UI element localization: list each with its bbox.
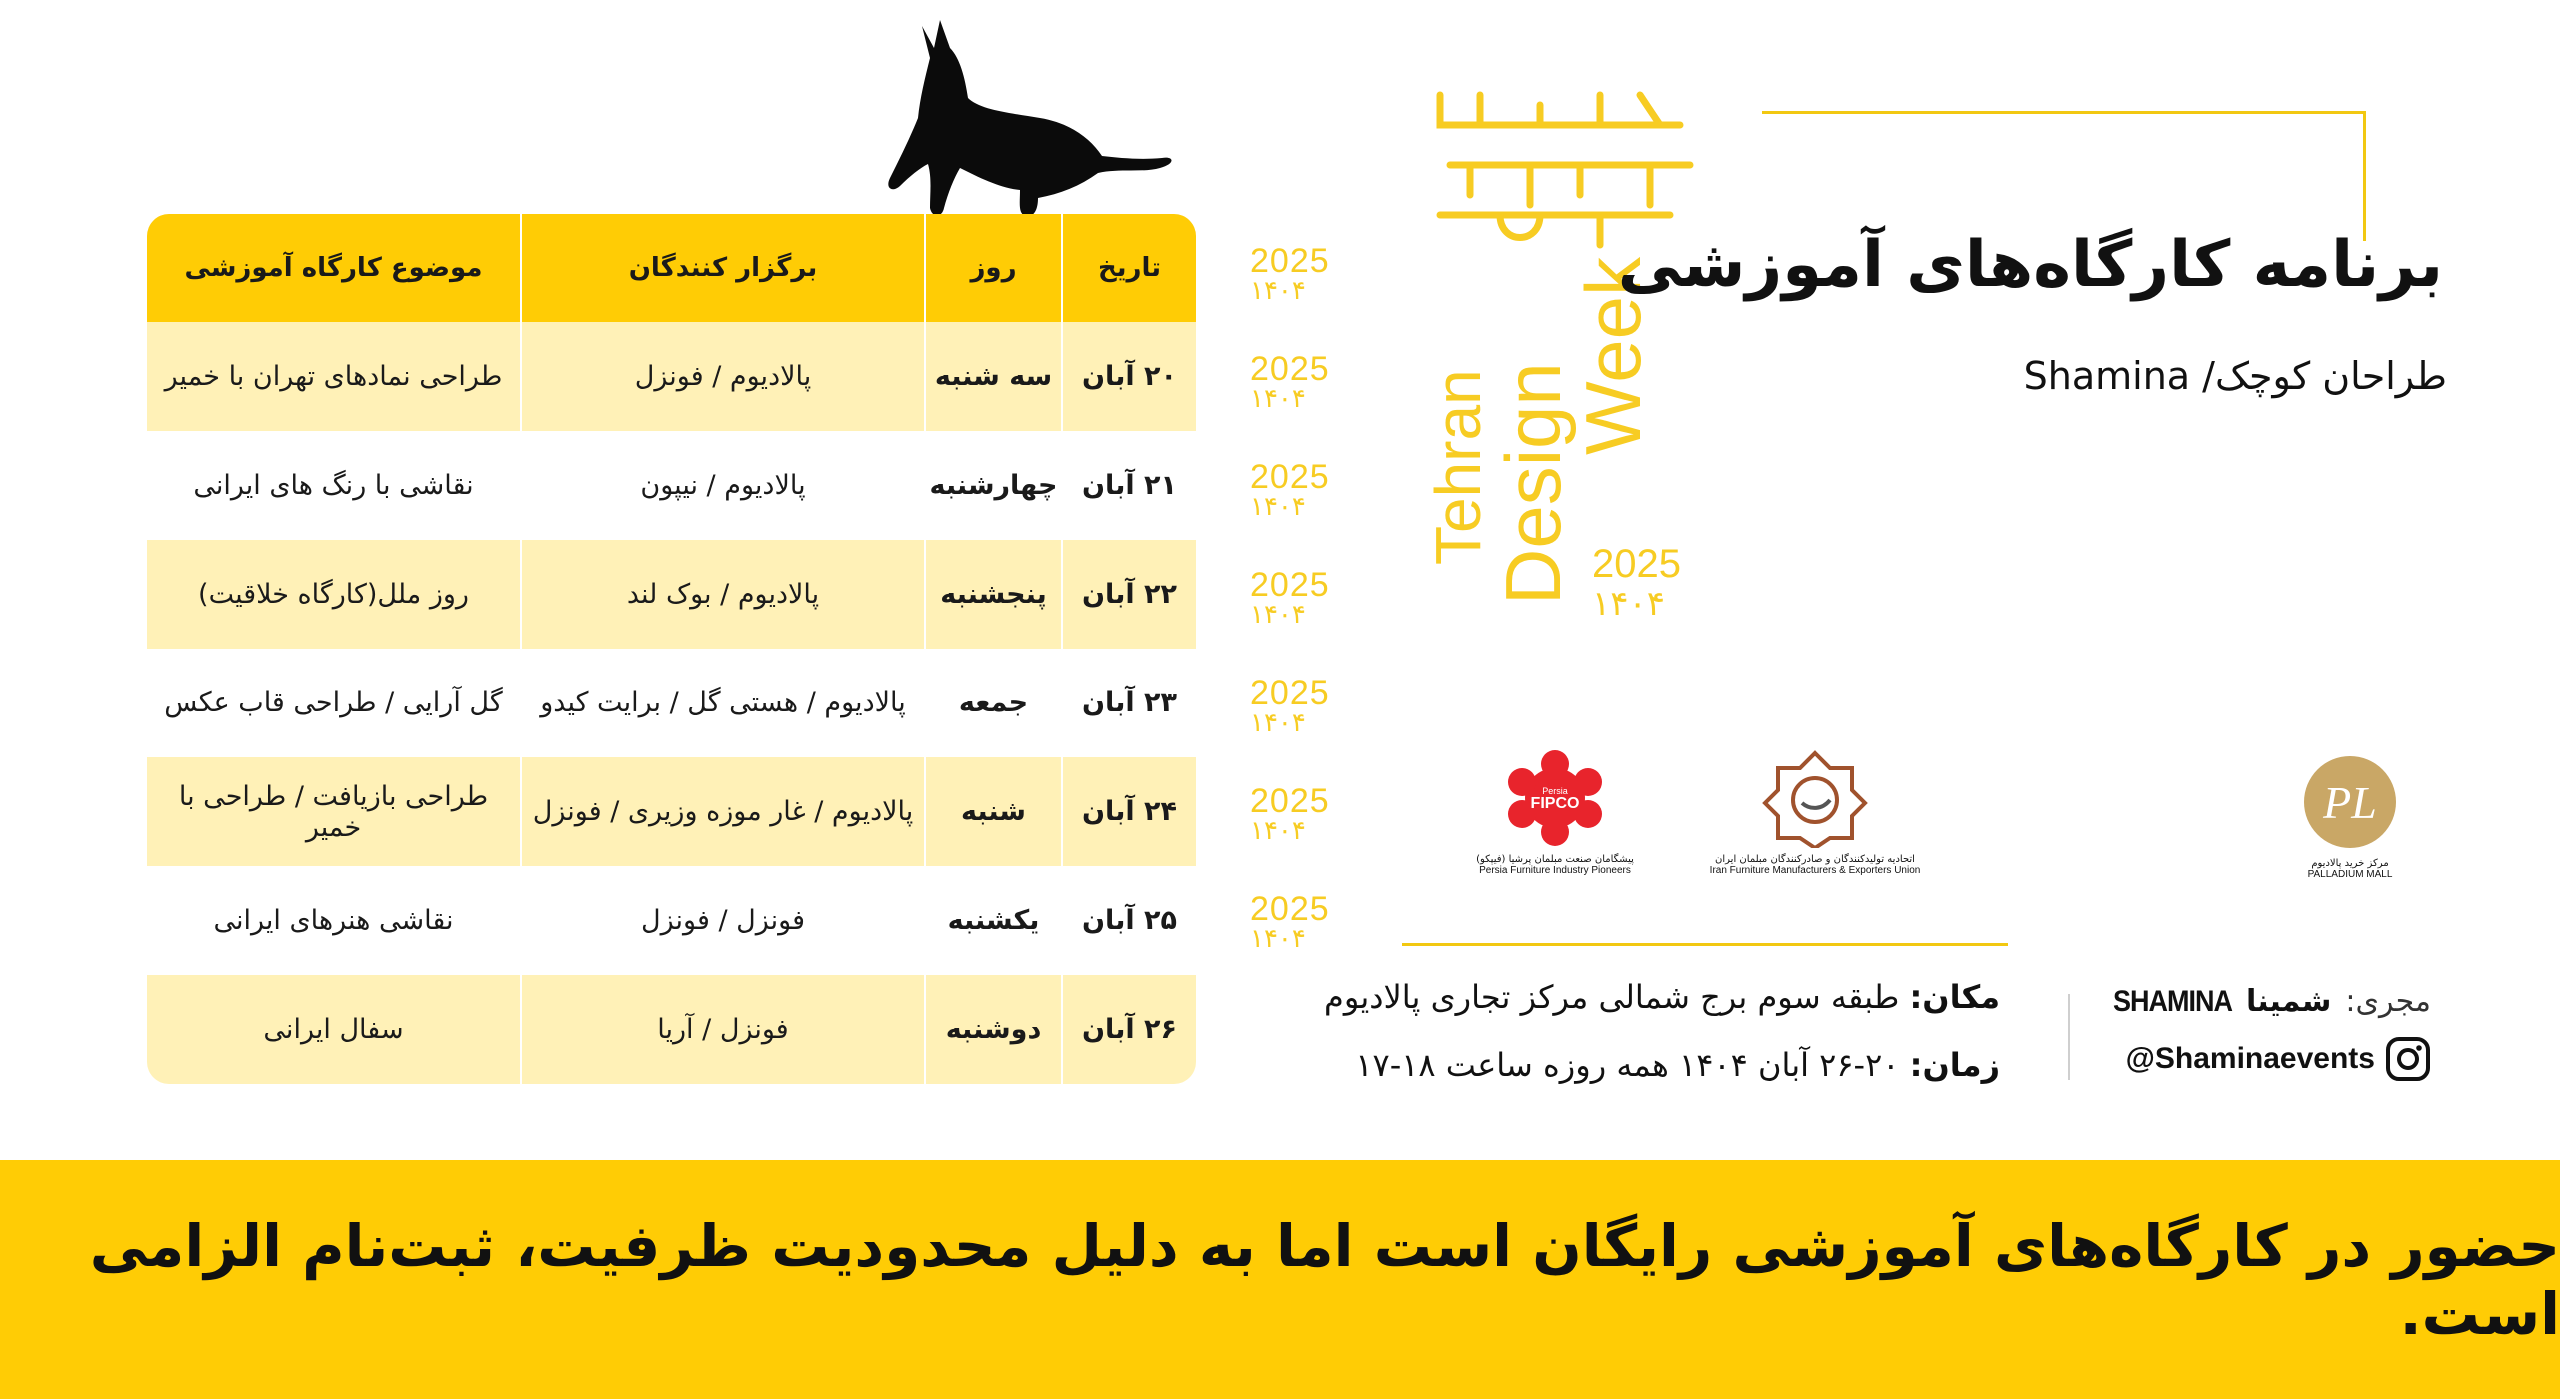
union-name-fa: اتحادیه تولیدکنندگان و صادرکنندگان مبلمان ایران xyxy=(1715,854,1915,865)
stamp-persian-year: ۱۴۰۴ xyxy=(1250,275,1306,305)
column-header-day: روز xyxy=(925,214,1062,322)
instagram-icon[interactable] xyxy=(2385,1036,2431,1082)
cell-date: ۲۳ آبان xyxy=(1062,649,1196,758)
stamp-year: 2025 xyxy=(1250,890,1330,928)
cell-organizers: پالادیوم / نیپون xyxy=(521,431,925,540)
info-vertical-divider xyxy=(2068,994,2070,1080)
stamp-persian-year: ۱۴۰۴ xyxy=(1250,491,1306,521)
fipco-name-fa: پیشگامان صنعت مبلمان پرشیا (فیپکو) xyxy=(1476,854,1634,865)
tehran-design-week-logo xyxy=(1420,85,1710,645)
registration-notice-text: حضور در کارگاه‌های آموزشی رایگان است اما به دلیل محدودیت ظرفیت، ثبت‌نام الزامی است. xyxy=(89,1211,2560,1348)
page-title: برنامه کارگاه‌های آموزشی xyxy=(1617,228,2443,302)
cell-date: ۲۲ آبان xyxy=(1062,540,1196,649)
stamp-year: 2025 xyxy=(1250,242,1330,280)
table-row xyxy=(147,540,1196,649)
logo-word-week: Week xyxy=(1569,257,1657,455)
palladium-monogram-icon xyxy=(2300,752,2400,852)
cell-organizers: پالادیوم / هستی گل / برایت کیدو xyxy=(521,649,925,758)
host-name: شمینا xyxy=(2246,984,2332,1019)
palladium-name-en: PALLADIUM MALL xyxy=(2307,869,2393,880)
fipco-mark: FIPCO xyxy=(1530,795,1580,812)
cell-organizers: فونزل / آریا xyxy=(521,975,925,1084)
cell-organizers: پالادیوم / فونزل xyxy=(521,322,925,431)
table-row xyxy=(147,649,1196,758)
instagram-handle[interactable] xyxy=(2126,1036,2431,1082)
cell-day: شنبه xyxy=(925,757,1062,866)
column-header-topic: موضوع کارگاه آموزشی xyxy=(147,214,521,322)
cell-organizers: پالادیوم / بوک لند xyxy=(521,540,925,649)
cell-topic: گل آرایی / طراحی قاب عکس xyxy=(147,649,521,758)
venue-location xyxy=(1324,978,2000,1016)
table-row xyxy=(147,757,1196,866)
table-row xyxy=(147,431,1196,540)
cell-topic: طراحی بازیافت / طراحی با خمیر xyxy=(147,757,521,866)
cell-date: ۲۶ آبان xyxy=(1062,975,1196,1084)
logo-persian-year: ۱۴۰۴ xyxy=(1592,585,1666,623)
workshop-schedule-table xyxy=(147,214,1196,1084)
union-name-en: Iran Furniture Manufacturers & Exporters Union xyxy=(1709,865,1921,876)
logo-word-tehran: Tehran xyxy=(1422,369,1494,565)
stamp-persian-year: ۱۴۰۴ xyxy=(1250,707,1306,737)
stamp-persian-year: ۱۴۰۴ xyxy=(1250,383,1306,413)
cell-day: دوشنبه xyxy=(925,975,1062,1084)
title-frame-vertical-line xyxy=(2363,111,2366,241)
stamp-year: 2025 xyxy=(1250,782,1330,820)
year-stamp xyxy=(1250,782,1336,894)
location-value: طبقه سوم برج شمالی مرکز تجاری پالادیوم xyxy=(1324,978,1900,1016)
stamp-persian-year: ۱۴۰۴ xyxy=(1250,599,1306,629)
cell-organizers: پالادیوم / غار موزه وزیری / فونزل xyxy=(521,757,925,866)
cell-day: پنجشنبه xyxy=(925,540,1062,649)
host-label: مجری: xyxy=(2345,984,2431,1019)
page-subtitle: طراحان کوچک/ Shamina xyxy=(2023,354,2447,398)
fipco-flower-icon xyxy=(1500,748,1610,848)
cell-topic: طراحی نمادهای تهران با خمیر xyxy=(147,322,521,431)
stamp-year: 2025 xyxy=(1250,566,1330,604)
logo-year: 2025 xyxy=(1592,542,1681,586)
info-divider-line xyxy=(1402,943,2008,946)
table-header-row xyxy=(147,214,1196,322)
cell-day: جمعه xyxy=(925,649,1062,758)
time-value: ۲۰-۲۶ آبان ۱۴۰۴ همه روزه ساعت ۱۸-۱۷ xyxy=(1355,1046,1900,1084)
palladium-name-fa: مرکز خرید پالادیوم xyxy=(2311,858,2389,869)
fipco-mark-small: Persia xyxy=(1542,786,1568,796)
year-stamps-column xyxy=(1250,242,1336,1002)
venue-time xyxy=(1355,1046,2000,1084)
table-row xyxy=(147,322,1196,431)
column-header-date: تاریخ xyxy=(1062,214,1196,322)
cell-day: یکشنبه xyxy=(925,866,1062,975)
table-row xyxy=(147,975,1196,1084)
table-row xyxy=(147,866,1196,975)
event-host xyxy=(2113,984,2431,1019)
stamp-year: 2025 xyxy=(1250,674,1330,712)
location-label: مکان: xyxy=(1909,978,2000,1016)
furniture-union-sponsor-logo xyxy=(1709,748,1921,876)
logo-word-design: Design xyxy=(1489,362,1577,605)
cell-topic: نقاشی هنرهای ایرانی xyxy=(147,866,521,975)
black-cat-illustration xyxy=(870,18,1180,228)
cell-date: ۲۵ آبان xyxy=(1062,866,1196,975)
palladium-mall-logo xyxy=(2290,752,2410,880)
column-header-organizers: برگزار کنندگان xyxy=(521,214,925,322)
cell-date: ۲۰ آبان xyxy=(1062,322,1196,431)
time-label: زمان: xyxy=(1909,1046,2000,1084)
year-stamp xyxy=(1250,566,1336,678)
cell-topic: سفال ایرانی xyxy=(147,975,521,1084)
year-stamp xyxy=(1250,458,1336,570)
title-frame-horizontal-line xyxy=(1762,111,2366,114)
shamina-wordmark: SHAMINA xyxy=(2113,984,2233,1018)
cell-topic: روز ملل(کارگاه خلاقیت) xyxy=(147,540,521,649)
stamp-year: 2025 xyxy=(1250,350,1330,388)
cell-topic: نقاشی با رنگ های ایرانی xyxy=(147,431,521,540)
cell-date: ۲۴ آبان xyxy=(1062,757,1196,866)
cell-organizers: فونزل / فونزل xyxy=(521,866,925,975)
cell-date: ۲۱ آبان xyxy=(1062,431,1196,540)
stamp-persian-year: ۱۴۰۴ xyxy=(1250,815,1306,845)
cell-day: سه شنبه xyxy=(925,322,1062,431)
fipco-name-en: Persia Furniture Industry Pioneers xyxy=(1479,865,1631,876)
stamp-persian-year: ۱۴۰۴ xyxy=(1250,923,1306,953)
registration-notice-banner xyxy=(0,1160,2560,1399)
stamp-year: 2025 xyxy=(1250,458,1330,496)
year-stamp xyxy=(1250,350,1336,462)
svg-text:PL: PL xyxy=(2323,777,2377,828)
instagram-handle-text[interactable]: @Shaminaevents xyxy=(2125,1042,2375,1075)
cell-day: چهارشنبه xyxy=(925,431,1062,540)
year-stamp xyxy=(1250,242,1336,354)
union-emblem-icon xyxy=(1760,748,1870,848)
fipco-sponsor-logo xyxy=(1470,748,1640,876)
year-stamp xyxy=(1250,674,1336,786)
